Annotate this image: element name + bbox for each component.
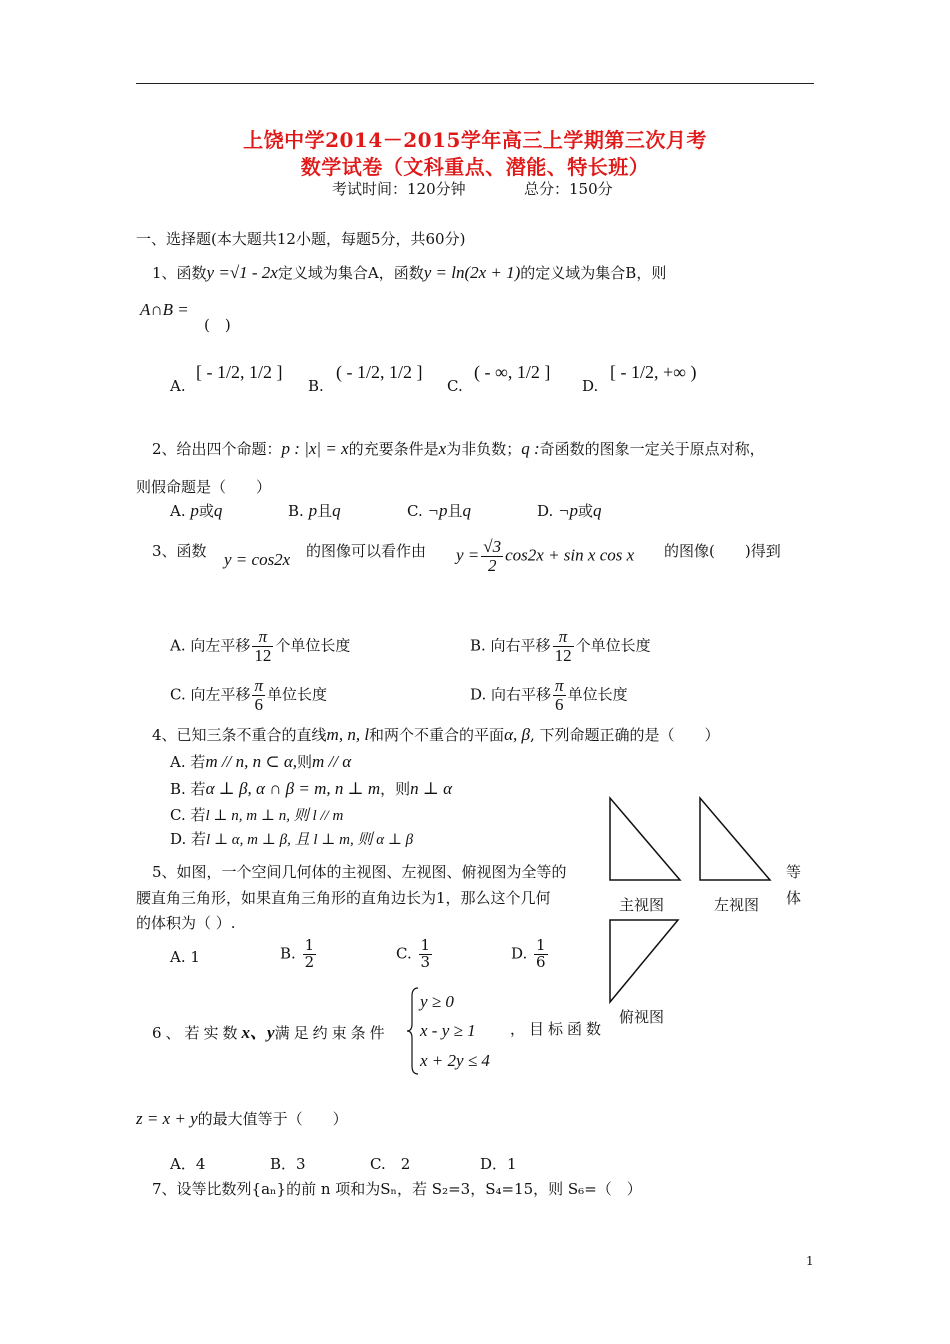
q4-opt-b-m2: n ⊥ α: [410, 779, 453, 798]
q3-opt-d-unit: 单位长度: [567, 685, 628, 704]
q2-prefix: 2、给出四个命题：: [152, 440, 282, 458]
title-line-1: 上饶中学2014－2015学年高三上学期第三次月考: [243, 128, 707, 152]
q2-x: x: [438, 439, 447, 458]
q2-opt-a-t: 或: [198, 502, 214, 520]
q1-prefix: 1、函数: [152, 264, 207, 282]
q1-opt-a-math: [ - 1/2, 1/2 ]: [196, 362, 283, 382]
q6-line2: [136, 1108, 348, 1129]
q5-opt-a: A. 1: [170, 948, 200, 966]
q1-opt-a: A.: [170, 377, 186, 395]
q3-prefix: 3、函数: [152, 542, 207, 560]
q2-line2: 则假命题是（ ）: [136, 478, 272, 496]
q2-opt-b-t: 且: [317, 502, 333, 520]
q2-opt-b-q: q: [332, 501, 341, 520]
q1-line: [152, 262, 666, 283]
q6-opt-c: C. 2: [370, 1155, 411, 1173]
q5-opt-d-label: D.: [511, 944, 528, 963]
q4-opt-b-m1: α ⊥ β, α ∩ β = m, n ⊥ m: [205, 779, 381, 798]
q3-opt-d-frac: [553, 677, 566, 714]
q5-opt-c-frac: [419, 938, 433, 971]
q3-func2-den: 2: [487, 555, 497, 575]
q1-opt-b: B.: [308, 377, 324, 395]
q5-opt-b-label: B.: [280, 944, 296, 963]
q2-opt-c-t: 且: [447, 502, 463, 520]
q3-opt-c-unit: 单位长度: [267, 685, 328, 704]
q3-suffix: 的图像( )得到: [664, 542, 781, 560]
q3-opt-d-num: π: [555, 676, 564, 695]
q4-opt-a-label: A. 若: [170, 753, 206, 771]
q1-expr: A∩B =: [140, 300, 189, 319]
q6-objective: z = x + y: [136, 1109, 198, 1128]
q2-opt-b: [288, 500, 341, 521]
q1-mid: 定义域为集合A，函数: [277, 264, 424, 282]
q1-opt-c: C.: [447, 377, 463, 395]
q2-opt-d-q: q: [593, 501, 602, 520]
q3-opt-a-label: A. 向左平移: [170, 636, 251, 655]
q5-opt-c-label: C.: [396, 944, 412, 963]
top-view-label: 俯视图: [619, 1008, 665, 1026]
q3-opt-d-den: 6: [555, 694, 564, 714]
q2-opt-a-q: q: [213, 501, 223, 520]
q2-opt-c: [407, 500, 471, 521]
q5-opt-c: [396, 938, 434, 971]
q3-mid: 的图像可以看作由: [306, 542, 427, 560]
q3-opt-d-label: D. 向右平移: [470, 685, 552, 704]
q6-opt-b: B．3: [270, 1155, 306, 1173]
q4-opt-a-m1: m // n, n ⊂ α,: [205, 752, 298, 771]
q6-constraint-3: x + 2y ≤ 4: [420, 1051, 490, 1070]
q1-opt-b-math: ( - 1/2, 1/2 ]: [336, 362, 423, 382]
q4-opt-d-m: l ⊥ α, m ⊥ β, 且 l ⊥ m, 则 α ⊥ β: [206, 832, 414, 848]
q6-vars: x、y: [241, 1023, 275, 1042]
q4-opt-a-t: 则: [297, 753, 313, 771]
q2-opt-d-p: ¬p: [558, 501, 579, 520]
q2-opt-a-label: A.: [170, 502, 186, 520]
q3-func2-lhs: y =: [456, 545, 480, 565]
total-score: 总分：150分: [524, 180, 613, 198]
q6-constraint-1: y ≥ 0: [420, 992, 454, 1011]
q4-opt-c: [170, 804, 343, 825]
q3-opt-c-frac: [252, 677, 265, 714]
q3-opt-a-den: 12: [254, 645, 272, 665]
q6-mid: 满足约束条件: [274, 1024, 389, 1042]
q5-opt-d-den: 6: [536, 952, 546, 971]
q2-opt-d: [537, 500, 602, 521]
q3-opt-c: [170, 677, 327, 714]
q1-suffix: 的定义域为集合B，则: [520, 264, 667, 282]
side-view-triangle: [700, 798, 770, 880]
q6-prefix: 6、若实数: [152, 1024, 242, 1042]
q3-opt-a-frac: [252, 628, 273, 665]
q5-line1: 5、如图，一个空间几何体的主视图、左视图、俯视图为全等的: [152, 863, 567, 881]
q3-opt-b-frac: [553, 628, 574, 665]
q2-line: [152, 438, 765, 459]
q4-opt-b-label: B. 若: [170, 780, 206, 798]
side-note-2: 体: [786, 889, 802, 907]
q1-paren: ( ): [204, 316, 231, 334]
q2-opt-d-label: D.: [537, 502, 554, 520]
q3-opt-b-label: B. 向右平移: [470, 636, 551, 655]
q2-opt-a: [170, 500, 222, 521]
front-view-triangle: [610, 798, 680, 880]
q4-prefix: 4、已知三条不重合的直线: [152, 726, 327, 744]
header-rule: [136, 83, 814, 84]
q4-opt-a-m2: m // α: [312, 752, 352, 771]
q5-opt-b-den: 2: [304, 952, 315, 971]
q5-opt-d: [511, 938, 550, 971]
q3-func2-rhs: cos2x + sin x cos x: [505, 545, 635, 565]
q1-opt-d: D.: [582, 377, 599, 395]
q4-suffix: , 下列命题正确的是（ ）: [529, 726, 720, 744]
side-note-1: 等: [786, 863, 802, 881]
q6-brace: [406, 986, 420, 1076]
q6-opt-d: D．1: [480, 1155, 517, 1173]
q4-opt-b-t: ，则: [380, 780, 411, 798]
q3-opt-d: [470, 677, 628, 714]
q3-func2-frac: [481, 538, 503, 575]
q2-opt-d-t: 或: [578, 502, 594, 520]
q6-constraint-2: x - y ≥ 1: [420, 1021, 476, 1040]
q4-opt-b: [170, 778, 452, 799]
q1-opt-d-math: [ - 1/2, +∞ ): [610, 362, 697, 382]
q6-opt-a: A．4: [170, 1155, 206, 1173]
q2-opt-c-label: C.: [407, 502, 423, 520]
q3-func2: [456, 538, 634, 575]
front-view-label: 主视图: [619, 896, 665, 914]
q3-opt-c-num: π: [254, 676, 264, 695]
q2-opt-b-p: p: [308, 501, 318, 520]
q2-p: p : |x| = x: [281, 439, 349, 458]
q1-func2: y = ln(2x + 1): [423, 263, 521, 282]
section-heading: 一、选择题(本大题共12小题，每题5分，共60分): [136, 230, 466, 248]
q3-opt-c-den: 6: [254, 694, 263, 714]
q3-func1: y = cos2x: [224, 550, 291, 569]
side-view-label: 左视图: [714, 896, 760, 914]
q5-opt-b-frac: [303, 938, 317, 971]
q4-lines: m, n, l: [326, 725, 370, 744]
q2-mid1: 的充要条件是: [348, 440, 439, 458]
page-number: 1: [806, 1254, 814, 1268]
q5-opt-b: [280, 938, 318, 971]
q6-line: [152, 1018, 389, 1043]
q3-opt-b: [470, 628, 651, 665]
q5-opt-d-frac: [534, 938, 548, 971]
q3-opt-a-num: π: [252, 628, 273, 647]
q4-line: [152, 724, 720, 745]
q3-opt-c-label: C. 向左平移: [170, 685, 251, 704]
q1-func1: y =√1 - 2x: [206, 263, 278, 282]
q5-line3: 的体积为（ ）.: [136, 914, 236, 932]
q2-opt-a-p: p: [190, 501, 199, 520]
q3-opt-a-unit: 个单位长度: [275, 636, 351, 655]
q3-opt-a: [170, 628, 350, 665]
q2-opt-b-label: B.: [288, 502, 304, 520]
q5-opt-b-num: 1: [304, 936, 315, 954]
q2-mid3: 奇函数的图象一定关于原点对称，: [539, 440, 765, 458]
q4-opt-c-m: l ⊥ n, m ⊥ n, 则 l // m: [205, 808, 344, 824]
q3-opt-b-den: 12: [554, 645, 572, 665]
q5-opt-c-den: 3: [420, 952, 431, 971]
q4-opt-d-label: D. 若: [170, 830, 207, 848]
q3-opt-b-num: π: [553, 628, 574, 647]
q4-opt-c-label: C. 若: [170, 806, 206, 824]
q6-line2-text: 的最大值等于（ ）: [197, 1110, 348, 1128]
q4-planes: α, β: [504, 725, 530, 744]
q2-opt-c-q: q: [462, 501, 471, 520]
exam-time: 考试时间：120分钟: [332, 180, 466, 198]
top-view-triangle: [610, 920, 678, 1002]
q4-opt-a: [170, 751, 351, 772]
q3-func2-num: √3: [483, 537, 502, 556]
q2-q: q :: [521, 439, 540, 458]
q5-opt-d-num: 1: [536, 936, 546, 954]
q4-opt-d: [170, 828, 413, 849]
q6-suffix: ，目标函数: [510, 1020, 606, 1038]
q3-opt-b-unit: 个单位长度: [575, 636, 651, 655]
title-line-2: 数学试卷（文科重点、潜能、特长班）: [300, 155, 650, 179]
q2-opt-c-p: ¬p: [427, 501, 448, 520]
q1-opt-c-math: ( - ∞, 1/2 ]: [474, 362, 551, 382]
q7-line: 7、设等比数列{aₙ}的前 n 项和为Sₙ，若 S₂=3，S₄=15，则 S₆=（ ）: [152, 1180, 642, 1198]
q5-line2: 腰直角三角形，如果直角三角形的直角边长为1，那么这个几何: [136, 889, 551, 907]
q5-opt-c-num: 1: [420, 936, 431, 954]
q2-mid2: 为非负数；: [446, 440, 522, 458]
q4-mid: 和两个不重合的平面: [369, 726, 505, 744]
